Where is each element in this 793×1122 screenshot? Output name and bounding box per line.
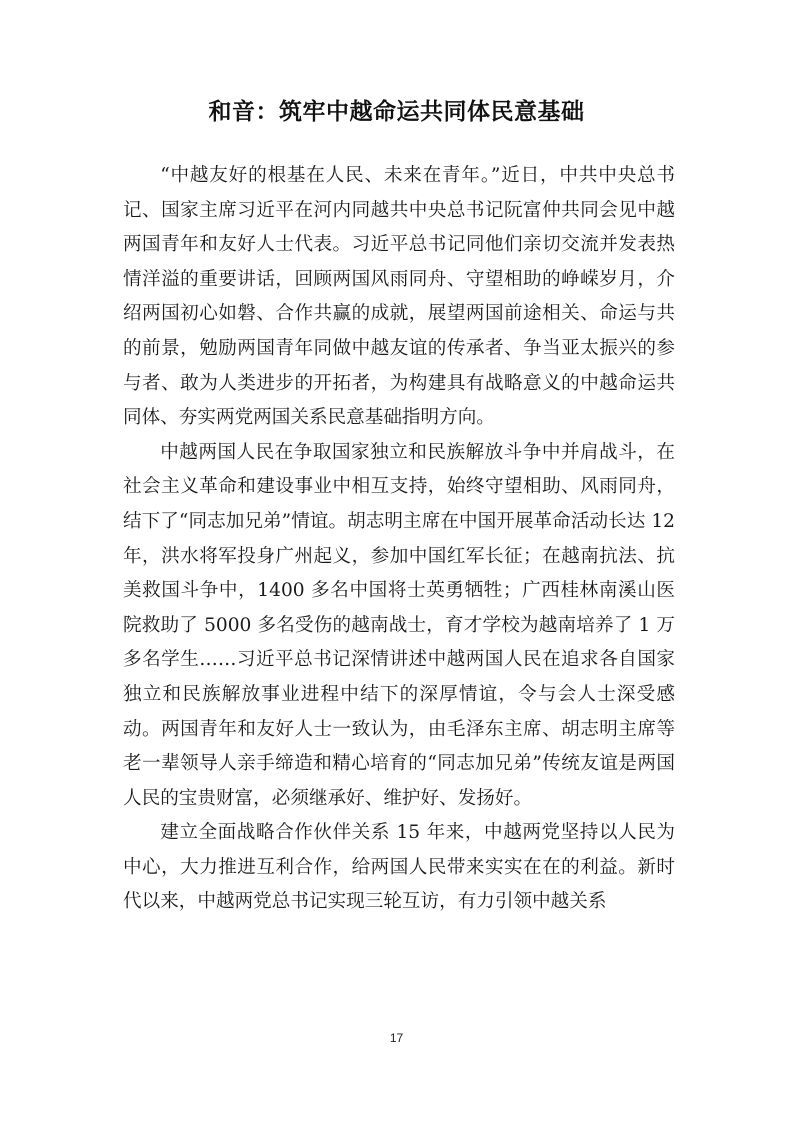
page-number: 17 (389, 1031, 404, 1045)
article-title: 和音：筑牢中越命运共同体民意基础 (208, 99, 585, 125)
paragraph-3: 建立全面战略合作伙伴关系 15 年来，中越两党坚持以人民为中心，大力推进互利合作，给两国人民带来实实在在的利益。新时代以来，中越两党总书记实现三轮互访，有力引领中越关系 (123, 822, 675, 913)
paragraph-1: “中越友好的根基在人民、未来在青年。”近日，中共中央总书记、国家主席习近平在河内同越共中央总书记阮富仲共同会见中越两国青年和友好人士代表。习近平总书记同他们亲切交流并发表热情洋溢的重要讲话，回顾两国风雨同舟、守望相助的峥嵘岁月，介绍两国初心如磐、合作共赢的成就，展望两国前途相关、命运与共的前景，勉励两国青年同做中越友谊的传承者、争当亚太振兴的参与者、敢为人类进步的开拓者，为构建具有战略意义的中越命运共同体、夯实两党两国关系民意基础指明方向。 (123, 165, 675, 429)
paragraph-2: 中越两国人民在争取国家独立和民族解放斗争中并肩战斗，在社会主义革命和建设事业中相互支持，始终守望相助、风雨同舟，结下了“同志加兄弟”情谊。胡志明主席在中国开展革命活动长达 12 年，洪水将军投身广州起义，参加中国红军长征；在越南抗法、抗美救国斗争中，1400 多名中国将士英勇牺牲；广西桂林南溪山医院救助了 5000 多名受伤的越南战士，育才学校为越南培养了 1 万多名学生……习近平总书记深情讲述中越两国人民在追求各自国家独立和民族解放事业进程中结下的深厚情谊，令与会人士深受感动。两国青年和友好人士一致认为，由毛泽东主席、胡志明主席等老一辈领导人亲手缔造和精心培育的“同志加兄弟”传统友谊是两国人民的宝贵财富，必须继承好、维护好、发扬好。 (123, 441, 675, 809)
article-body (123, 159, 675, 920)
